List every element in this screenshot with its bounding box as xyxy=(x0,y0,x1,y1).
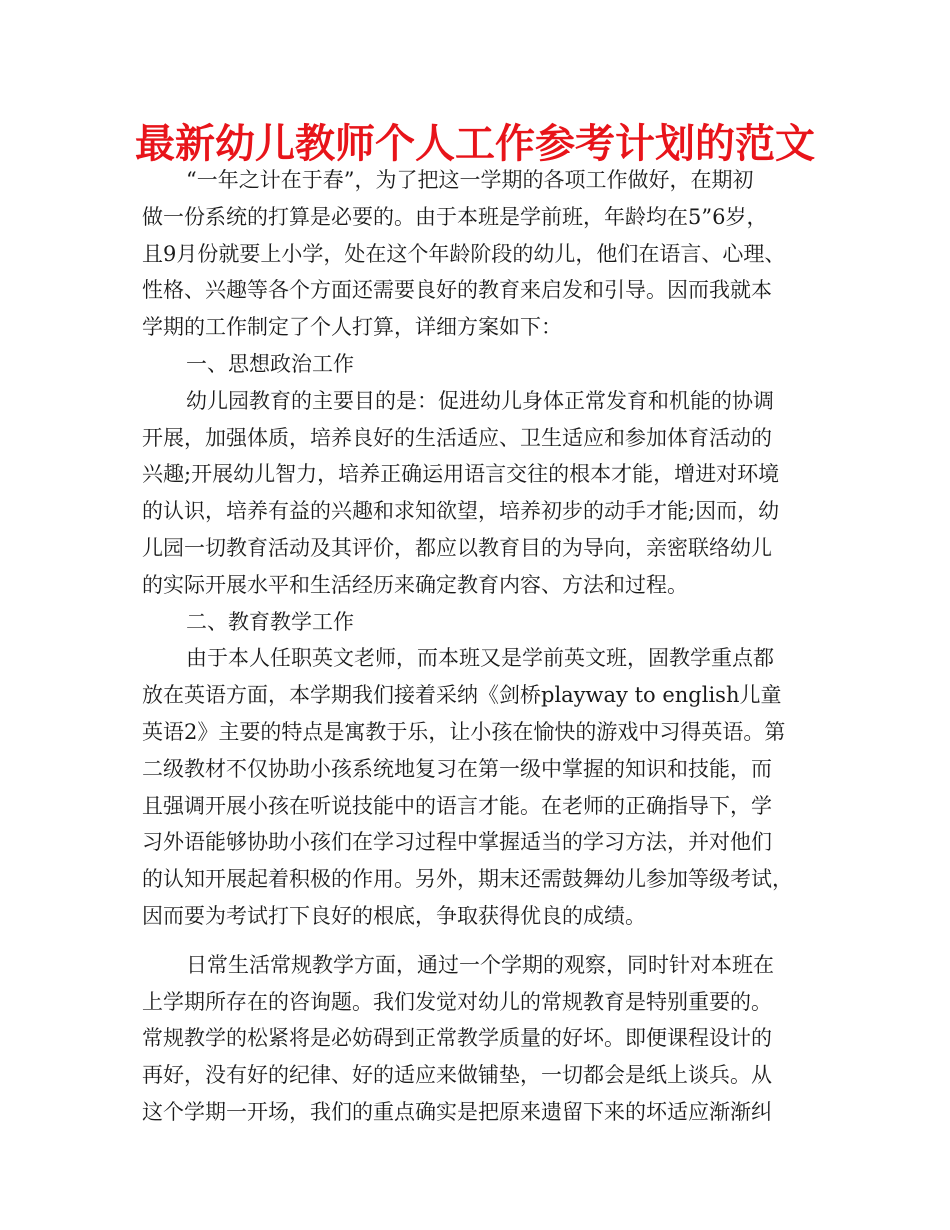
text-line: 英语2》主要的特点是寓教于乐，让小孩在愉快的游戏中习得英语。第 xyxy=(142,719,786,744)
text-line: 且9月份就要上小学，处在这个年龄阶段的幼儿，他们在语言、心理、 xyxy=(142,241,786,266)
document-title: 最新幼儿教师个人工作参考计划的范文 xyxy=(135,121,815,167)
paragraph-gap xyxy=(142,935,822,947)
text-line: 因而要为考试打下良好的根底，争取获得优良的成绩。 xyxy=(142,903,646,928)
document-body xyxy=(142,162,822,1131)
text-line: 再好，没有好的纪律、好的适应来做铺垫，一切都会是纸上谈兵。从 xyxy=(142,1063,772,1088)
text-line: 幼儿园教育的主要目的是：促进幼儿身体正常发育和机能的协调 xyxy=(186,388,774,413)
text-line: 开展，加强体质，培养良好的生活适应、卫生适应和参加体育活动的 xyxy=(142,425,772,450)
text-line: “一年之计在于春”，为了把这一学期的各项工作做好，在期初 xyxy=(186,168,754,192)
text-line: 常规教学的松紧将是必妨碍到正常教学质量的好坏。即便课程设计的 xyxy=(142,1026,772,1051)
text-line: 的认识，培养有益的兴趣和求知欲望，培养初步的动手才能;因而，幼 xyxy=(142,499,780,524)
text-line: 儿园一切教育活动及其评价，都应以教育目的为导向，亲密联络幼儿 xyxy=(142,535,772,560)
text-line: 放在英语方面，本学期我们接着采纳《剑桥playway to english儿童 xyxy=(142,683,782,708)
text-line: 这个学期一开场，我们的重点确实是把原来遗留下来的坏适应渐渐纠 xyxy=(142,1099,772,1124)
text-line: 做一份系统的打算是必要的。由于本班是学前班，年龄均在5”6岁， xyxy=(142,204,768,229)
text-line: 且强调开展小孩在听说技能中的语言才能。在老师的正确指导下，学 xyxy=(142,793,772,818)
text-block-2 xyxy=(142,947,822,1131)
text-line: 性格、兴趣等各个方面还需要良好的教育来启发和引导。因而我就本 xyxy=(142,278,772,303)
text-line: 的实际开展水平和生活经历来确定教育内容、方法和过程。 xyxy=(142,572,688,597)
text-line: 二、教育教学工作 xyxy=(186,609,354,634)
text-line: 习外语能够协助小孩们在学习过程中掌握适当的学习方法，并对他们 xyxy=(142,830,772,855)
text-line: 的认知开展起着积极的作用。另外，期末还需鼓舞幼儿参加等级考试， xyxy=(142,867,793,892)
text-line: 上学期所存在的咨询题。我们发觉对幼儿的常规教育是特别重要的。 xyxy=(142,989,772,1014)
text-block-1 xyxy=(142,162,822,935)
text-line: 兴趣;开展幼儿智力，培养正确运用语言交往的根本才能，增进对环境 xyxy=(142,462,780,487)
text-line: 二级教材不仅协助小孩系统地复习在第一级中掌握的知识和技能，而 xyxy=(142,756,772,781)
text-line: 由于本人任职英文老师，而本班又是学前英文班，固教学重点都 xyxy=(186,646,774,671)
text-line: 一、思想政治工作 xyxy=(186,351,354,376)
text-line: 学期的工作制定了个人打算，详细方案如下： xyxy=(142,315,562,340)
text-line: 日常生活常规教学方面，通过一个学期的观察，同时针对本班在 xyxy=(186,952,774,977)
